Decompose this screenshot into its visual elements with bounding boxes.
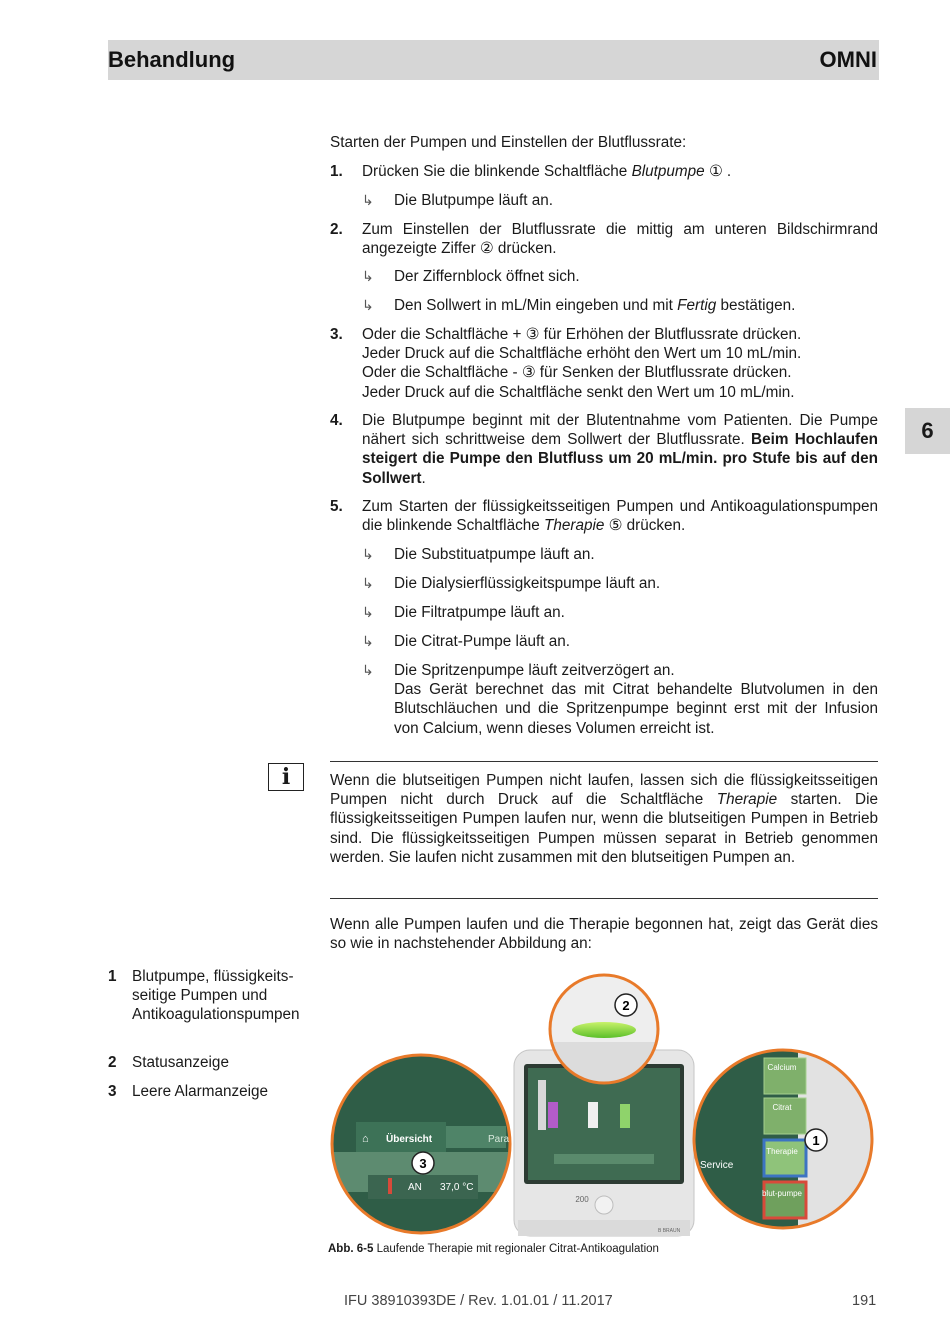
legend-item: 1 Blutpumpe, flüssigkeitsseitige Pumpen und Antikoagulationspumpen <box>108 968 300 1024</box>
step-number: 3. <box>330 326 343 343</box>
step-1 <box>330 162 878 181</box>
result-item: ↳ Die Filtratpumpe läuft an. <box>362 604 565 621</box>
result-item: ↳ Die Blutpumpe läuft an. <box>362 192 554 209</box>
chapter-tab: 6 <box>905 408 950 454</box>
result-item: ↳ Den Sollwert in mL/Min eingeben und mit Fertig bestätigen. <box>362 297 796 314</box>
step-text: Zum Starten der flüssigkeitsseitigen Pumpen und Antikoagulationspumpen die blinkende Schaltfläche Therapie ⑤ drücken. <box>362 498 878 535</box>
calcium-button: Calcium <box>767 1063 797 1072</box>
heater-temperature: 37,0 °C <box>440 1182 474 1193</box>
home-icon: ⌂ <box>362 1133 369 1145</box>
divider <box>330 761 878 762</box>
callout-number: 3 <box>419 1156 427 1171</box>
result-item: ↳ Die Citrat-Pumpe läuft an. <box>362 633 570 650</box>
result-arrow-icon: ↳ <box>362 192 374 208</box>
divider <box>330 898 878 899</box>
result-arrow-icon: ↳ <box>362 297 374 313</box>
header-section-title: Behandlung <box>108 47 236 72</box>
intro-text: Starten der Pumpen und Einstellen der Blutflussrate: <box>330 134 687 151</box>
callout-number: 1 <box>812 1133 820 1148</box>
result-arrow-icon: ↳ <box>362 268 374 284</box>
heater-status: AN <box>408 1182 422 1193</box>
info-note: Wenn die blutseitigen Pumpen nicht laufen, lassen sich die flüssigkeitsseitigen Pumpen nicht durch Druck auf die Schaltfläche Therapie starten. Die flüssigkeitsseitigen Pumpen laufen nur, wenn die blutseitigen Pumpen in Betrieb sind. Die flüssigkeitsseitigen Pumpen müssen separat in Betrieb genommen werden. Sie laufen nicht zusammen mit den blutseitigen Pumpen an. <box>330 772 878 866</box>
therapie-button: Therapie <box>766 1147 798 1156</box>
result-item: ↳ Die Dialysierflüssigkeitspumpe läuft an. <box>362 575 661 592</box>
result-arrow-icon: ↳ <box>362 662 374 678</box>
callout-number: 2 <box>622 998 630 1013</box>
header-product-name: OMNI <box>819 47 877 72</box>
step-4 <box>330 411 878 488</box>
step-number: 4. <box>330 412 343 429</box>
step-text: Drücken Sie die blinkende Schaltfläche Blutpumpe ① . <box>362 163 732 180</box>
tab-para: Para <box>488 1134 510 1145</box>
info-icon: i <box>268 763 304 791</box>
device-figure <box>328 972 880 1238</box>
left-zoom <box>328 1052 518 1238</box>
device-brand: B BRAUN <box>658 1228 681 1234</box>
result-item: ↳ Die Substituatpumpe läuft an. <box>362 546 595 563</box>
step-2 <box>330 220 878 258</box>
figure-caption: Abb. 6-5 Laufende Therapie mit regionaler Citrat-Antikoagulation <box>328 1243 659 1255</box>
status-zoom <box>548 972 660 1084</box>
service-label: Service <box>700 1160 734 1171</box>
step-number: 1. <box>330 163 343 180</box>
citrat-button: Citrat <box>772 1103 792 1112</box>
document-id: IFU 38910393DE / Rev. 1.01.01 / 11.2017 <box>344 1293 613 1309</box>
result-arrow-icon: ↳ <box>362 604 374 620</box>
result-item: ↳ Die Spritzenpumpe läuft zeitverzögert an. Das Gerät berechnet das mit Citrat behandelte Blutvolumen in den Blutschläuchen und die Spritzenpumpe beginnt erst mit der Infusion von Calcium, wenn dieses Volumen erreicht ist. <box>362 662 878 737</box>
device-center-flow: 200 <box>575 1195 589 1204</box>
result-item: ↳ Der Ziffernblock öffnet sich. <box>362 268 580 285</box>
status-light <box>572 1022 636 1038</box>
step-text: Zum Einstellen der Blutflussrate die mittig am unteren Bildschirmrand angezeigte Ziffer ② drücken. <box>362 221 878 258</box>
blutpumpe-button: blut-pumpe <box>761 1189 803 1198</box>
step-3 <box>330 325 878 402</box>
result-arrow-icon: ↳ <box>362 575 374 591</box>
step-text: Oder die Schaltfläche + ③ für Erhöhen der Blutflussrate drücken. Jeder Druck auf die Schaltfläche erhöht den Wert um 10 mL/min. Oder die Schaltfläche - ③ für Senken der Blutflussrate drücken. Jeder Druck auf die Schaltfläche senkt den Wert um 10 mL/min. <box>362 326 802 401</box>
page-header <box>108 40 879 80</box>
page-number: 191 <box>852 1293 877 1309</box>
step-5 <box>330 497 878 535</box>
legend-item: 3 Leere Alarmanzeige <box>108 1083 269 1100</box>
step-number: 5. <box>330 498 343 515</box>
result-arrow-icon: ↳ <box>362 546 374 562</box>
figure-intro-text: Wenn alle Pumpen laufen und die Therapie begonnen hat, zeigt das Gerät dies so wie in nachstehender Abbildung an: <box>330 916 878 953</box>
tab-uebersicht: Übersicht <box>386 1134 433 1145</box>
step-number: 2. <box>330 221 343 238</box>
result-arrow-icon: ↳ <box>362 633 374 649</box>
legend-item: 2 Statusanzeige <box>108 1054 229 1071</box>
step-text: Die Blutpumpe beginnt mit der Blutentnahme vom Patienten. Die Pumpe nähert sich schrittweise dem Sollwert der Blutflussrate. Beim Hochlaufen steigert die Pumpe den Blutfluss um 20 mL/min. pro Stufe bis auf den Sollwert. <box>362 412 878 487</box>
